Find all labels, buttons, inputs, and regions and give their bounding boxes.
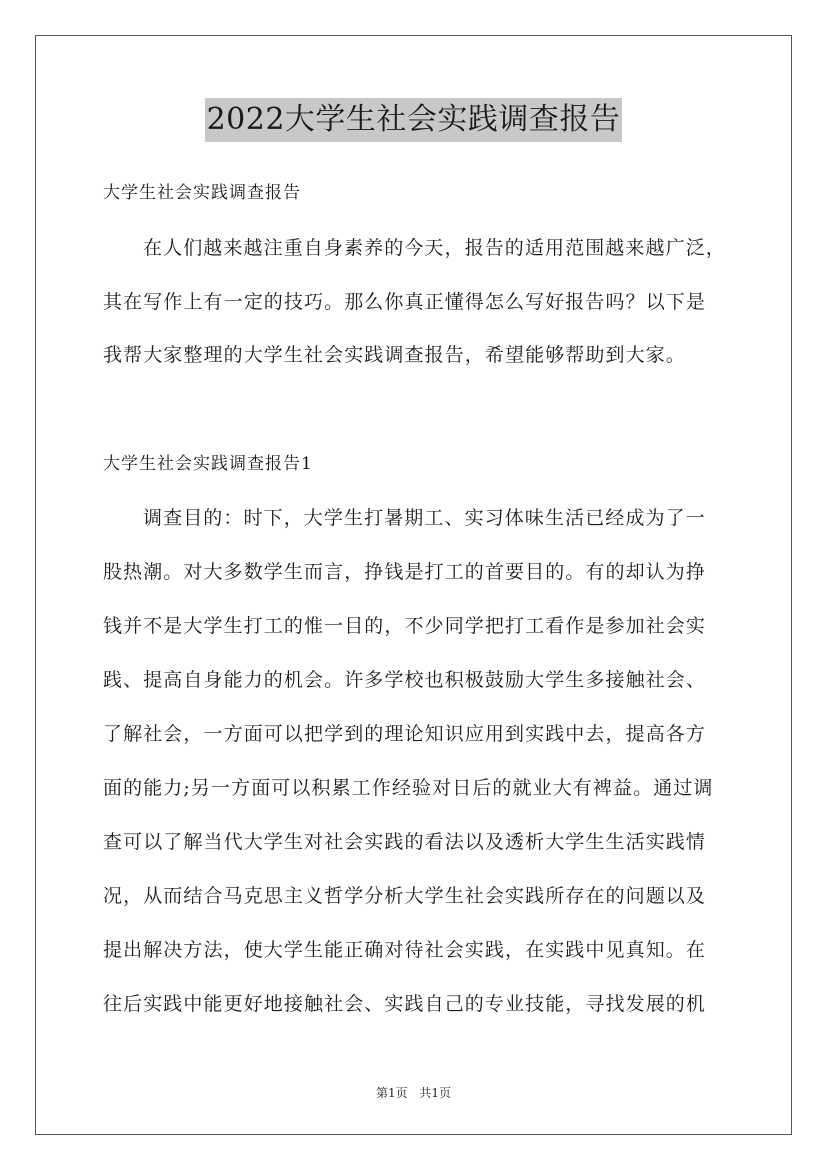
section1-heading: 大学生社会实践调查报告1 [103, 454, 313, 474]
section1-line: 查可以了解当代大学生对社会实践的看法以及透析大学生生活实践情 [103, 831, 707, 853]
page-footer [0, 1084, 827, 1101]
page-total: 共1页 [419, 1086, 452, 1100]
section1-line: 况，从而结合马克思主义哲学分析大学生社会实践所存在的问题以及 [103, 885, 707, 907]
section1-line: 调查目的：时下，大学生打暑期工、实习体味生活已经成为了一 [143, 507, 706, 529]
section1-line: 践、提高自身能力的机会。许多学校也积极鼓励大学生多接触社会、 [103, 669, 707, 691]
intro-line: 在人们越来越注重自身素养的今天，报告的适用范围越来越广泛， [143, 237, 726, 259]
title-container [0, 98, 827, 142]
page-number: 第1页 [375, 1086, 408, 1100]
section1-line: 面的能力;另一方面可以积累工作经验对日后的就业大有裨益。通过调 [103, 777, 714, 799]
intro-line: 我帮大家整理的大学生社会实践调查报告，希望能够帮助到大家。 [103, 344, 686, 366]
section1-line: 提出解决方法，使大学生能正确对待社会实践，在实践中见真知。在 [103, 939, 707, 961]
intro-line: 其在写作上有一定的技巧。那么你真正懂得怎么写好报告吗？以下是 [103, 291, 707, 313]
document-title: 2022大学生社会实践调查报告 [205, 98, 623, 142]
section1-line: 往后实践中能更好地接触社会、实践自己的专业技能，寻找发展的机 [103, 993, 707, 1015]
section1-line: 股热潮。对大多数学生而言，挣钱是打工的首要目的。有的却认为挣 [103, 561, 707, 583]
intro-heading: 大学生社会实践调查报告 [103, 183, 301, 203]
section1-line: 了解社会，一方面可以把学到的理论知识应用到实践中去，提高各方 [103, 723, 707, 745]
section1-line: 钱并不是大学生打工的惟一目的，不少同学把打工看作是参加社会实 [103, 615, 707, 637]
